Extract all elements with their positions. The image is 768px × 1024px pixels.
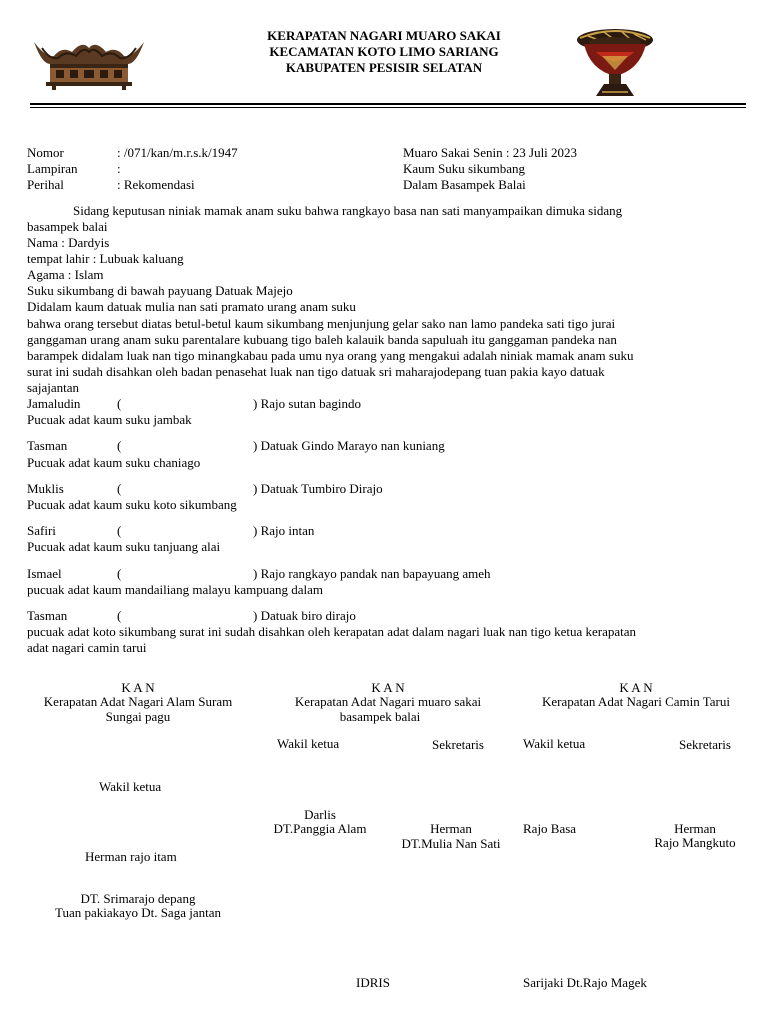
header-rule-thin	[30, 107, 746, 108]
org-name: Kerapatan Adat Nagari Alam Suram	[43, 694, 233, 709]
witness-role-continued: adat nagari camin tarui	[27, 640, 147, 655]
ketua-name: DT. Srimarajo depang	[80, 891, 196, 906]
sekretaris-label: Sekretaris	[432, 737, 484, 752]
sekretaris-title: DT.Mulia Nan Sati	[401, 836, 501, 851]
intro-line-1: Sidang keputusan niniak mamak anam suku bahwa rangkayo basa nan sati manyampaikan dimuka sidang	[73, 203, 623, 218]
witness-title: ) Rajo rangkayo pandak nan bapayuang ameh	[253, 566, 491, 581]
nomor-label: Nomor	[27, 145, 64, 160]
field-agama: Agama : Islam	[27, 267, 104, 282]
lampiran-label: Lampiran	[27, 161, 78, 176]
witness-role: Pucuak adat kaum suku koto sikumbang	[27, 497, 237, 512]
perihal-label: Perihal	[27, 177, 64, 192]
recipient-line-2: Dalam Basampek Balai	[403, 177, 526, 192]
org-name: Kerapatan Adat Nagari muaro sakai	[294, 694, 482, 709]
body-line-3: barampek didalam luak nan tigo minangkabau pada umu nya orang yang mengakui adalah niniak mamak anam suku	[27, 348, 634, 363]
ketua-name-continued: Tuan pakiakayo Dt. Saga jantan	[55, 905, 221, 920]
recipient-line-1: Kaum Suku sikumbang	[403, 161, 526, 176]
witness-name: Tasman	[27, 438, 68, 453]
witness-paren: (	[117, 396, 122, 411]
witness-name: Ismael	[27, 566, 62, 581]
sekretaris-label: Sekretaris	[679, 737, 731, 752]
header-rule-thick	[30, 103, 746, 105]
kan-heading: K A N	[121, 680, 155, 695]
wakil-ketua-label: Wakil ketua	[523, 736, 586, 751]
org-name-continued: Sungai pagu	[105, 709, 171, 724]
field-suku: Suku sikumbang di bawah payuang Datuak Majejo	[27, 283, 293, 298]
witness-role: Pucuak adat kaum suku tanjuang alai	[27, 539, 221, 554]
witness-role: Pucuak adat kaum suku jambak	[27, 412, 192, 427]
witness-paren: (	[117, 481, 122, 496]
header-line-1: KERAPATAN NAGARI MUARO SAKAI	[267, 28, 501, 43]
sekretaris-title: Rajo Mangkuto	[654, 835, 736, 850]
witness-paren: (	[117, 608, 122, 623]
wakil-ketua-label: Wakil ketua	[277, 736, 340, 751]
org-name-continued: basampek balai	[339, 709, 421, 724]
sekretaris-name: Herman	[430, 821, 472, 836]
witness-title: ) Datuak Tumbiro Dirajo	[253, 481, 383, 496]
header-line-3: KABUPATEN PESISIR SELATAN	[285, 60, 483, 75]
org-name: Kerapatan Adat Nagari Camin Tarui	[541, 694, 730, 709]
wakil-ketua-name: Rajo Basa	[523, 821, 577, 836]
wakil-ketua-label: Wakil ketua	[99, 779, 162, 794]
witness-paren: (	[117, 523, 122, 538]
nomor-value: : /071/kan/m.r.s.k/1947	[117, 145, 238, 160]
field-kaum: Didalam kaum datuak mulia nan sati pramato urang anam suku	[27, 299, 356, 314]
witness-name: Safiri	[27, 523, 56, 538]
letter-date: Muaro Sakai Senin : 23 Juli 2023	[403, 145, 578, 160]
sekretaris-name: Herman	[674, 821, 716, 836]
witness-paren: (	[117, 438, 122, 453]
witness-name: Muklis	[27, 481, 64, 496]
kan-heading: K A N	[371, 680, 405, 695]
intro-line-2: basampek balai	[27, 219, 108, 234]
body-line-4: surat ini sudah disahkan oleh badan penasehat luak nan tigo datuak sri maharajodepang tuan pakia kayo datuak	[27, 364, 605, 379]
field-nama: Nama : Dardyis	[27, 235, 110, 250]
body-line-1: bahwa orang tersebut diatas betul-betul kaum sikumbang menjunjung gelar sako nan lamo pandeka sati tigo jurai	[27, 316, 616, 331]
wakil-ketua-title: DT.Panggia Alam	[273, 821, 367, 836]
witness-role: pucuak adat kaum mandailiang malayu kampuang dalam	[27, 582, 324, 597]
kan-heading: K A N	[619, 680, 653, 695]
witness-name: Jamaludin	[27, 396, 81, 411]
body-line-2: ganggaman urang anam suku parentalare kubuang tigo baleh kalauik banda sapuluah itu ganggaman pandeka nan	[27, 332, 617, 347]
header-line-2: KECAMATAN KOTO LIMO SARIANG	[269, 44, 499, 59]
witness-role: Pucuak adat kaum suku chaniago	[27, 455, 201, 470]
body-line-5: sajajantan	[27, 380, 79, 395]
bottom-signatory: Sarijaki Dt.Rajo Magek	[523, 975, 647, 990]
bottom-signatory: IDRIS	[356, 975, 390, 990]
witness-title: ) Datuak biro dirajo	[253, 608, 356, 623]
witness-title: ) Rajo sutan bagindo	[253, 396, 361, 411]
wakil-ketua-name: Herman rajo itam	[85, 849, 177, 864]
wakil-ketua-name: Darlis	[304, 807, 336, 822]
witness-name: Tasman	[27, 608, 68, 623]
witness-title: ) Datuak Gindo Marayo nan kuniang	[253, 438, 445, 453]
witness-paren: (	[117, 566, 122, 581]
witness-role: pucuak adat koto sikumbang surat ini sudah disahkan oleh kerapatan adat dalam nagari luak nan tigo ketua kerapatan	[27, 624, 636, 639]
lampiran-value: :	[117, 161, 121, 176]
witness-title: ) Rajo intan	[253, 523, 315, 538]
perihal-value: : Rekomendasi	[117, 177, 195, 192]
field-tempat-lahir: tempat lahir : Lubuak kaluang	[27, 251, 184, 266]
